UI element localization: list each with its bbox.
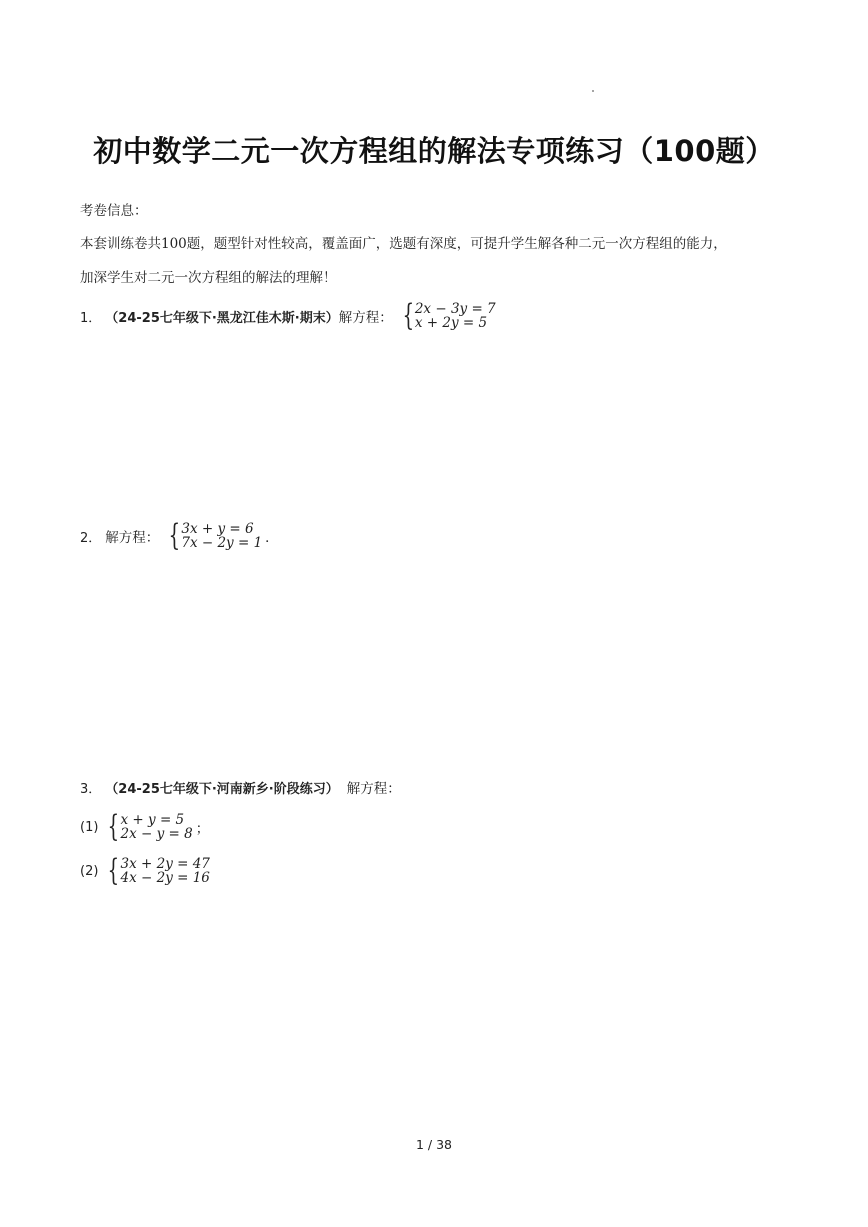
equation-punctuation: ． xyxy=(265,530,279,546)
equation-line: 7x − 2y = 1 xyxy=(181,535,263,551)
equation-line: 4x − 2y = 16 xyxy=(120,870,210,886)
info-label: 考卷信息： xyxy=(80,203,148,219)
left-brace: { xyxy=(108,853,120,888)
question-source: （24-25七年级下·河南新乡·阶段练习） xyxy=(105,781,339,797)
equation-line: 2x − 3y = 7 xyxy=(414,301,496,317)
equation-system xyxy=(100,853,210,888)
equation-line: 3x + y = 6 xyxy=(181,521,254,537)
question-prompt: 解方程： xyxy=(105,530,160,546)
equation-system xyxy=(161,518,263,553)
intro-line-1: 本套训练卷共100题，题型针对性较高，覆盖面广，选题有深度，可提升学生解各种二元一次方程组的能力， xyxy=(80,236,727,252)
question-3-part-1 xyxy=(80,809,210,844)
scan-dot-mark xyxy=(592,90,594,92)
left-brace: { xyxy=(108,809,120,844)
equation-system xyxy=(395,298,496,333)
equation-line: x + 2y = 5 xyxy=(414,315,488,331)
intro-line-2: 加深学生对二元一次方程组的解法的理解！ xyxy=(80,270,337,286)
part-label: (1) xyxy=(80,819,99,835)
question-number: 3． xyxy=(80,781,102,797)
question-prompt: 解方程： xyxy=(338,310,393,326)
question-number: 2． xyxy=(80,530,102,546)
question-number: 1． xyxy=(80,310,102,326)
question-3 xyxy=(80,777,401,797)
question-2 xyxy=(80,518,279,553)
question-prompt: 解方程： xyxy=(346,781,401,797)
equation-punctuation: ； xyxy=(195,821,210,837)
left-brace: { xyxy=(402,298,414,333)
left-brace: { xyxy=(168,518,181,553)
question-source: （24-25七年级下·黑龙江佳木斯·期末） xyxy=(105,310,339,326)
question-3-part-2 xyxy=(80,853,210,888)
equation-line: 3x + 2y = 47 xyxy=(120,856,210,872)
part-label: (2) xyxy=(80,863,99,879)
page-indicator: 1 / 38 xyxy=(415,1137,453,1152)
page-title: 初中数学二元一次方程组的解法专项练习（100题） xyxy=(93,134,775,168)
equation-line: 2x − y = 8 xyxy=(120,826,193,842)
question-1 xyxy=(80,298,496,333)
equation-system xyxy=(100,809,193,844)
equation-line: x + y = 5 xyxy=(120,812,185,828)
